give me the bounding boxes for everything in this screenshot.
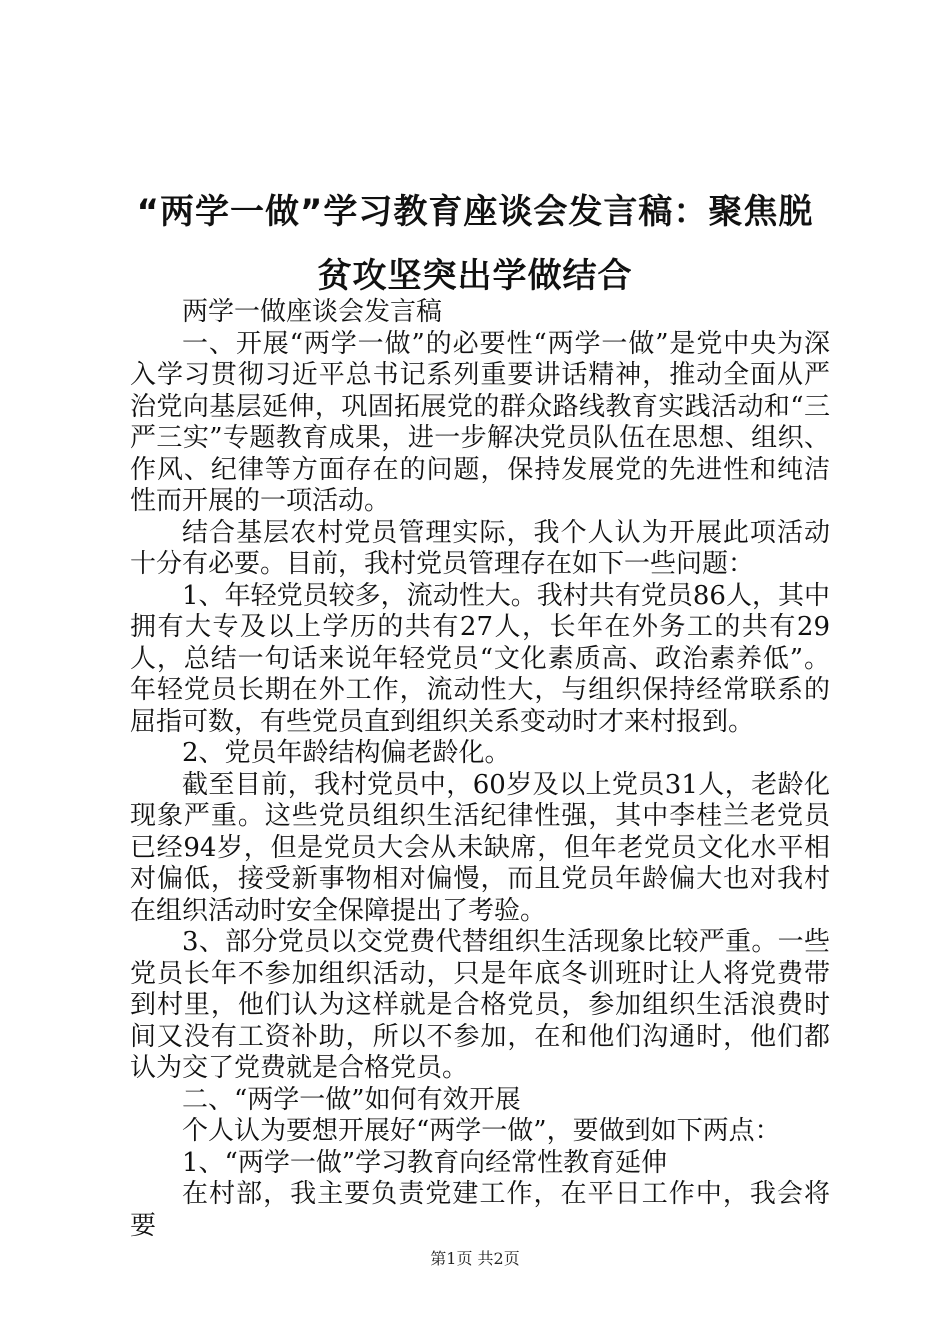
paragraph-heading: 两学一做座谈会发言稿 — [182, 297, 443, 327]
title-line-1: “两学一做”学习教育座谈会发言稿：聚焦脱 — [136, 192, 814, 232]
paragraph: 个人认为要想开展好“两学一做”，要做到如下两点： — [182, 1116, 781, 1146]
paragraph-section-1: 一、开展“两学一做”的必要性“两学一做”是党中央为深入学习贯彻习近平总书记系列重要讲话精神，推动全面从严治党向基层延伸，巩固拓展党的群众路线教育实践活动和“三严三实”专题教育成果，进一步解决党员队伍在思想、组织、作风、纪律等方面存在的问题，保持发展党的先进性和纯洁性而开展的一项活动。 — [130, 328, 830, 516]
paragraph-item-3: 3、部分党员以交党费代替组织生活现象比较严重。一些党员长年不参加组织活动，只是年底冬训班时让人将党费带到村里，他们认为这样就是合格党员，参加组织生活浪费时间又没有工资补助，所以不参加，在和他们沟通时，他们都认为交了党费就是合格党员。 — [130, 927, 830, 1083]
document-body — [130, 297, 830, 1242]
document-title — [100, 180, 850, 308]
paragraph: 在村部，我主要负责党建工作，在平日工作中，我会将要 — [130, 1179, 830, 1241]
paragraph: 结合基层农村党员管理实际，我个人认为开展此项活动十分有必要。目前，我村党员管理存在如下一些问题： — [130, 517, 830, 579]
paragraph-section-2: 二、“两学一做”如何有效开展 — [182, 1084, 521, 1115]
title-line-2: 贫攻坚突出学做结合 — [317, 256, 633, 296]
page-footer: 第1页 共2页 — [430, 1249, 520, 1268]
paragraph-item-2: 2、党员年龄结构偏老龄化。 — [182, 738, 511, 768]
paragraph-subitem-1: 1、“两学一做”学习教育向经常性教育延伸 — [182, 1147, 668, 1178]
paragraph: 截至目前，我村党员中，60岁及以上党员31人，老龄化现象严重。这些党员组织生活纪律性强，其中李桂兰老党员已经94岁，但是党员大会从未缺席，但年老党员文化水平相对偏低，接受新事物相对偏慢，而且党员年龄偏大也对我村在组织活动时安全保障提出了考验。 — [130, 769, 830, 926]
paragraph-item-1: 1、年轻党员较多，流动性大。我村共有党员86人，其中拥有大专及以上学历的共有27人，长年在外务工的共有29人，总结一句话来说年轻党员“文化素质高、政治素养低”。年轻党员长期在外工作，流动性大，与组织保持经常联系的屈指可数，有些党员直到组织关系变动时才来村报到。 — [130, 580, 830, 737]
